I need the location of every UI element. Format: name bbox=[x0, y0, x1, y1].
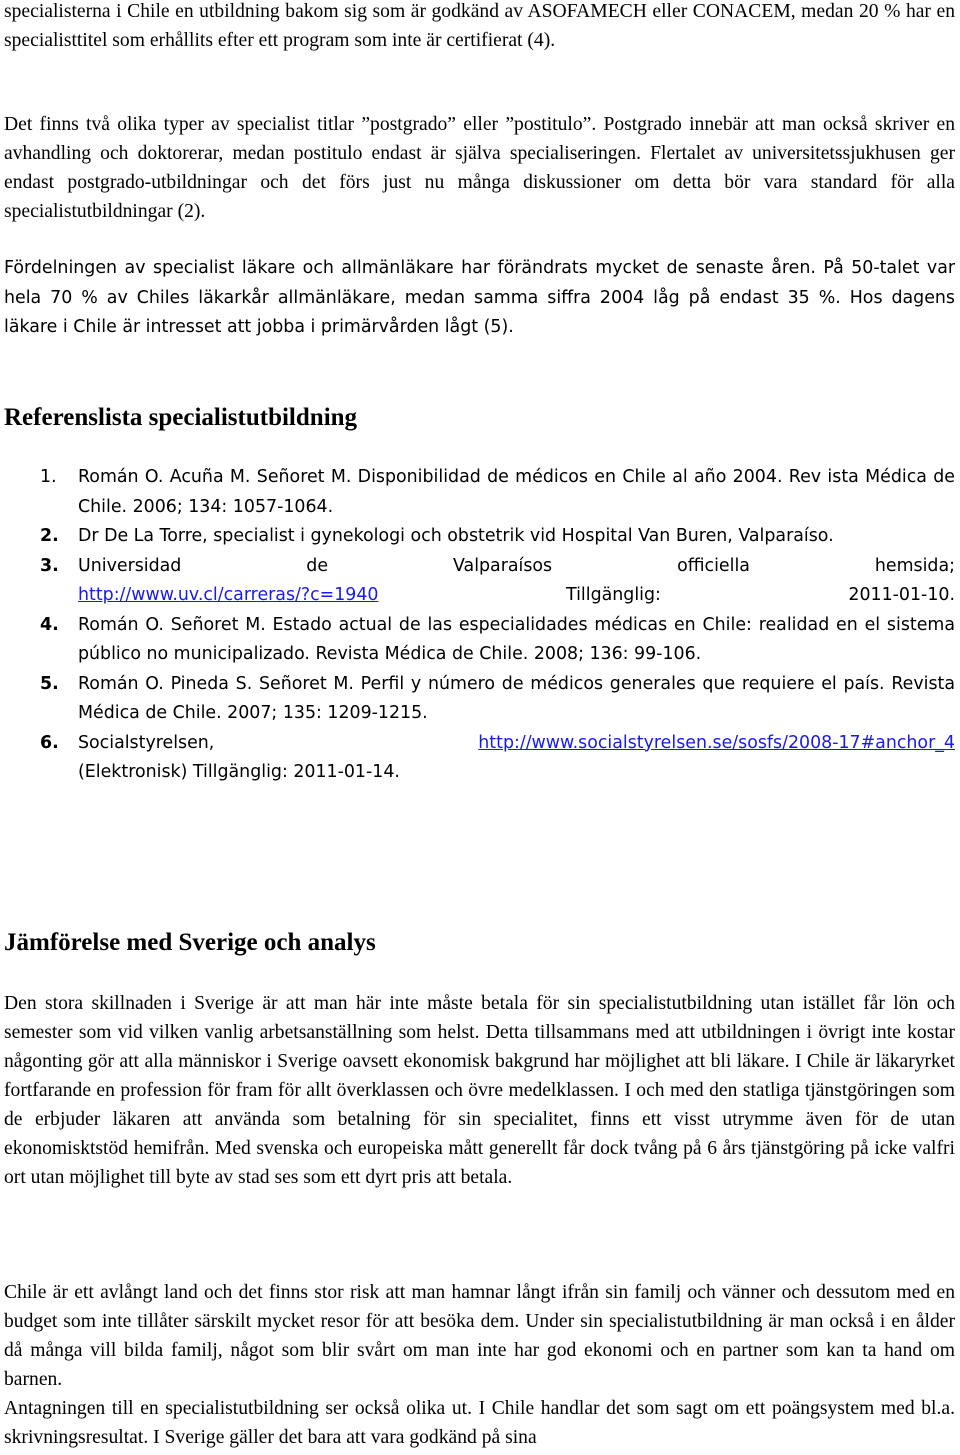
paragraph-distribution: Fördelningen av specialist läkare och allmänläkare har förändrats mycket de senaste åren. På 50-talet var hela 70 % av Chiles läkarkår allmänläkare, medan samma siffra 2004 låg på endast 35 %. Hos dagens läkare i Chile är intresset att jobba i primärvården lågt (5). bbox=[4, 258, 955, 337]
reference-item bbox=[40, 670, 955, 729]
reference-text: Dr De La Torre, specialist i gynekologi och obstetrik vid Hospital Van Buren, Valparaíso. bbox=[78, 526, 834, 546]
paragraph-title-types: Det finns två olika typer av specialist titlar ”postgrado” eller ”postitulo”. Postgrado innebär att man också skriver en avhandling och doktorerar, medan postitulo endast är själva specialiseringen. Flertalet av universitetssjukhusen ger endast postgrado-utbildningar och det förs just nu många diskussioner om detta bör vara standard för alla specialistutbildningar (2). bbox=[4, 114, 955, 222]
reference-number: 3. bbox=[40, 555, 59, 576]
paragraph-chile-geography: Chile är ett avlångt land och det finns stor risk att man hamnar långt ifrån sin familj och vänner och dessutom med en budget som inte tillåter särskilt mycket resor för att besöka dem. Under sin specialistutbildning är man också i en ålder då många vill bilda familj, något som blir svårt om man inte har god ekonomi och en partner som kan ta hand om barnen. bbox=[4, 1282, 955, 1390]
university-website-link[interactable]: http://www.uv.cl/carreras/?c=1940 bbox=[78, 585, 379, 605]
reference-number: 2. bbox=[40, 526, 59, 546]
reference-access-date: (Elektronisk) Tillgänglig: 2011-01-14. bbox=[78, 762, 400, 782]
comparison-heading: Jämförelse med Sverige och analys bbox=[4, 929, 376, 956]
paragraph-admission: Antagningen till en specialistutbildning ser också olika ut. I Chile handlar det som sagt om ett poängsystem med bl.a. skrivningsresultat. I Sverige gäller det bara att vara godkänd på sina bbox=[4, 1398, 955, 1448]
reference-text: Román O. Pineda S. Señoret M. Perfil y número de médicos generales que requiere el país. Revista Médica de Chile. 2007; 135: 1209-1215. bbox=[78, 673, 955, 723]
reference-item bbox=[40, 522, 955, 552]
reference-access-date: Tillgänglig: 2011-01-10. bbox=[378, 585, 955, 605]
paragraph-specialists-certification: specialisterna i Chile en utbildning bakom sig som är godkänd av ASOFAMECH eller CONACEM, medan 20 % har en specialisttitel som erhållits efter ett program som inte är certifierat (4). bbox=[4, 1, 955, 51]
reference-item bbox=[40, 729, 955, 788]
references-list bbox=[40, 463, 955, 788]
reference-number: 5. bbox=[40, 673, 59, 694]
reference-item bbox=[40, 552, 955, 611]
reference-number: 1. bbox=[40, 467, 57, 487]
reference-item bbox=[40, 611, 955, 670]
reference-number: 4. bbox=[40, 614, 59, 635]
references-heading: Referenslista specialistutbildning bbox=[4, 404, 358, 431]
reference-text: Universidad de Valparaísos officiella hemsida; bbox=[78, 555, 955, 576]
reference-text: Román O. Señoret M. Estado actual de las especialidades médicas en Chile: realidad en el sistema público no municipalizado. Revista Médica de Chile. 2008; 136: 99-106. bbox=[78, 614, 955, 664]
reference-text: Román O. Acuña M. Señoret M. Disponibilidad de médicos en Chile al año 2004. Rev ista Médica de Chile. 2006; 134: 1057-1064. bbox=[78, 467, 955, 517]
socialstyrelsen-link[interactable]: http://www.socialstyrelsen.se/sosfs/2008-17#anchor_4 bbox=[478, 732, 955, 753]
reference-item bbox=[40, 463, 955, 522]
reference-text: Socialstyrelsen, bbox=[78, 732, 215, 753]
paragraph-sweden-difference: Den stora skillnaden i Sverige är att man här inte måste betala för sin specialistutbildning utan istället får lön och semester som vid vilken vanlig arbetsanställning som helst. Detta tillsammans med att utbildningen i övrigt inte kostar någonting gör att alla människor i Sverige oavsett ekonomisk bakgrund har möjlighet att bli läkare. I Chile är läkaryrket fortfarande en profession för fram för allt överklassen och övre medelklassen. I och med den statliga tjänstgöringen som de erbjuder läkaren att använda som betalning för sin specialitet, finns ett visst utrymme även för de utan ekonomisktstöd hemifrån. Med svenska och europeiska mått generellt får dock tvång på 6 års tjänstgöring på icke valfri ort utan möjlighet till byte av stad ses som ett dyrt pris att betala. bbox=[4, 993, 955, 1188]
reference-number: 6. bbox=[40, 732, 59, 753]
